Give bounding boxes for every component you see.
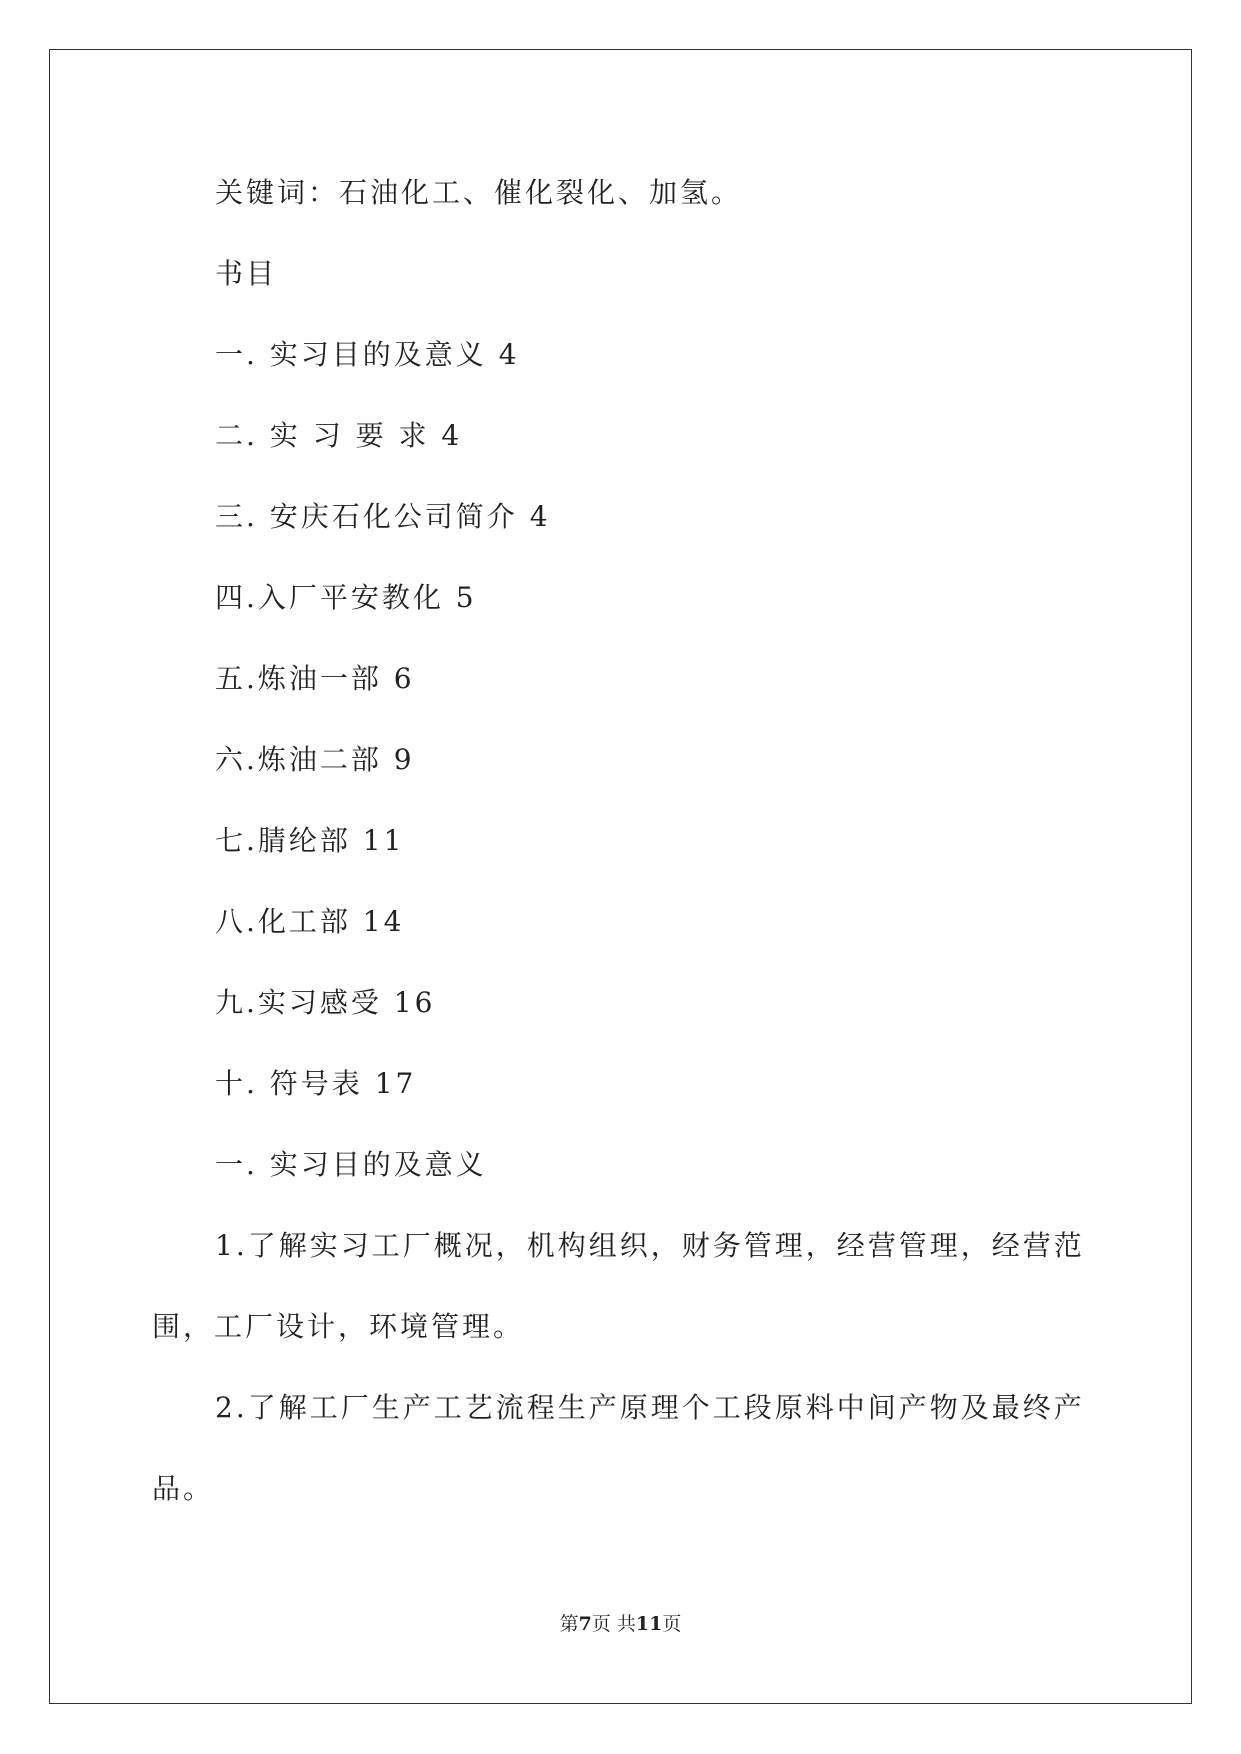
section-title: 一. 实习目的及意义 [215,1148,487,1181]
toc-item: 四.入厂平安教化 5 [215,581,477,614]
toc-item: 十. 符号表 17 [215,1067,417,1100]
toc-item: 三. 安庆石化公司简介 4 [215,500,551,533]
toc-item: 一. 实习目的及意义 4 [215,338,520,371]
page-border [49,49,1192,1704]
toc-item: 九.实习感受 16 [215,986,436,1019]
footer-total-pages: 11 [635,1613,663,1635]
toc-item: 七.腈纶部 11 [215,824,405,857]
page-footer [0,1612,1241,1636]
footer-prefix: 第 [559,1613,579,1635]
footer-suffix: 页 [662,1613,682,1635]
paragraph-line: 围，工厂设计，环境管理。 [152,1310,525,1343]
keywords-line: 关键词：石油化工、催化裂化、加氢。 [215,176,743,209]
toc-item: 六.炼油二部 9 [215,743,415,776]
paragraph-line: 2.了解工厂生产工艺流程生产原理个工段原料中间产物及最终产 [215,1391,1085,1424]
toc-item: 八.化工部 14 [215,905,405,938]
footer-page-number: 7 [578,1613,592,1635]
paragraph-line: 1.了解实习工厂概况，机构组织，财务管理，经营管理，经营范 [215,1229,1085,1262]
footer-mid: 页 共 [591,1613,636,1635]
paragraph-line: 品。 [152,1472,215,1505]
toc-item: 二. 实 习 要 求 4 [215,419,463,452]
toc-item: 五.炼油一部 6 [215,662,415,695]
toc-heading: 书目 [215,257,278,290]
